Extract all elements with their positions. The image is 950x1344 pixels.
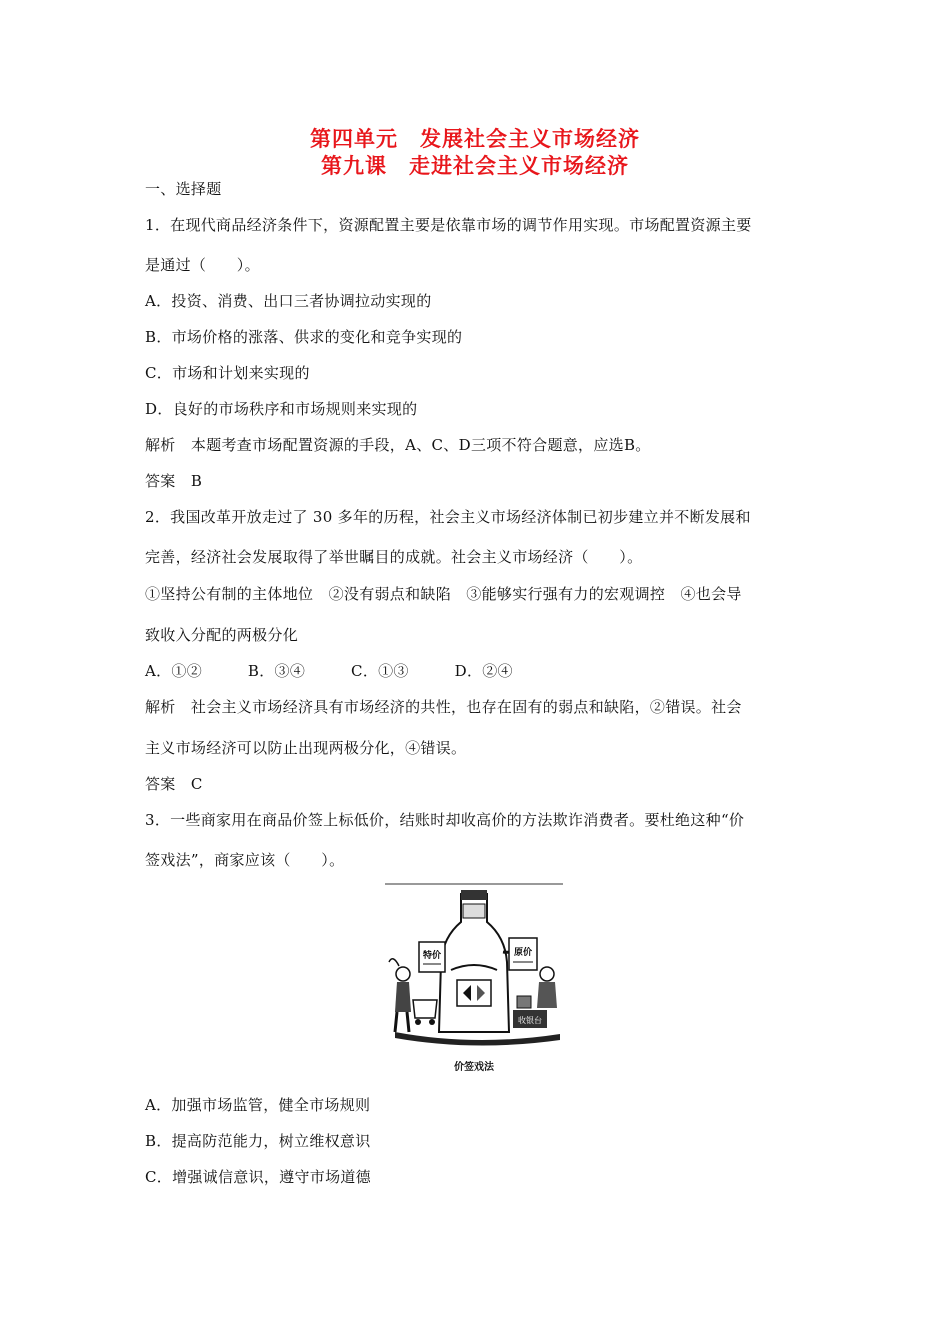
q1-option-c: C．市场和计划来实现的 [145,364,310,382]
q1-answer: 答案 B [145,472,203,490]
unit-title: 第四单元 发展社会主义市场经济 [310,127,640,151]
q1-option-a: A．投资、消费、出口三者协调拉动实现的 [145,292,432,310]
q1-option-b: B．市场价格的涨落、供求的变化和竞争实现的 [145,328,463,346]
figure-caption: 价签戏法 [454,1062,494,1073]
q3-stem-line1: 3．一些商家用在商品价签上标低价，结账时却收高价的方法欺诈消费者。要杜绝这种“价 [145,811,745,829]
q2-options: A．①② B．③④ C．①③ D．②④ [145,662,513,680]
q2-items-line1: ①坚持公有制的主体地位 ②没有弱点和缺陷 ③能够实行强有力的宏观调控 ④也会导 [145,585,742,603]
sign-right-text: 原价 [513,948,533,958]
q3-option-c: C．增强诚信意识，遵守市场道德 [145,1168,371,1186]
q1-stem-line1: 1．在现代商品经济条件下，资源配置主要是依靠市场的调节作用实现。市场配置资源主要 [145,216,752,234]
cartoon-price-tag-trick-image [385,882,563,1057]
q1-analysis: 解析 本题考查市场配置资源的手段，A、C、D三项不符合题意，应选B。 [145,436,651,454]
q2-stem-line2: 完善，经济社会发展取得了举世瞩目的成就。社会主义市场经济（ ）。 [145,548,643,566]
q2-analysis-line1: 解析 社会主义市场经济具有市场经济的共性，也存在固有的弱点和缺陷，②错误。社会 [145,698,742,716]
q2-stem-line1: 2．我国改革开放走过了 30 多年的历程，社会主义市场经济体制已初步建立并不断发展和 [145,508,751,526]
q3-option-a: A．加强市场监管，健全市场规则 [145,1096,371,1114]
q1-option-d: D．良好的市场秩序和市场规则来实现的 [145,400,418,418]
q3-option-b: B．提高防范能力，树立维权意识 [145,1132,371,1150]
sign-left-text: 特价 [422,951,442,961]
q2-analysis-line2: 主义市场经济可以防止出现两极分化，④错误。 [145,739,467,757]
q1-stem-line2: 是通过（ ）。 [145,256,260,274]
section-heading: 一、选择题 [145,180,222,198]
lesson-title: 第九课 走进社会主义市场经济 [321,154,629,178]
q3-stem-line2: 签戏法”，商家应该（ ）。 [145,851,345,869]
q2-answer: 答案 C [145,775,203,793]
register-text: 收银台 [518,1016,542,1025]
q2-items-line2: 致收入分配的两极分化 [145,626,299,644]
